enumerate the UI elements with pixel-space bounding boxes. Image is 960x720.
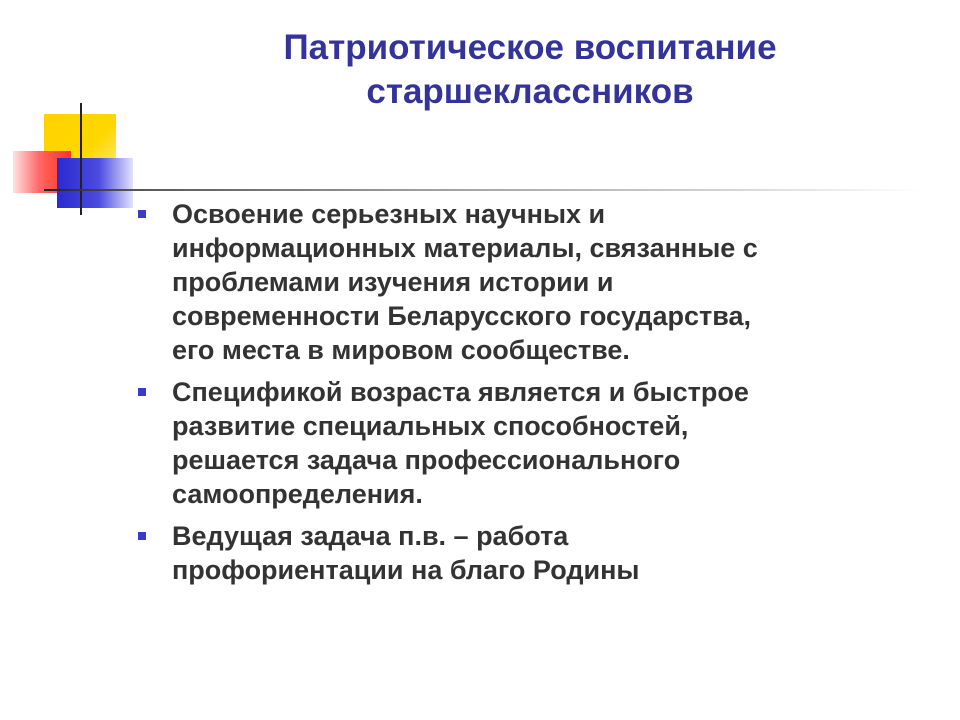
- title-line: Патриотическое воспитание: [283, 28, 777, 67]
- bullet-line: Освоение серьезных научных и: [172, 199, 606, 229]
- bullet-line: его места в мировом сообществе.: [172, 335, 630, 365]
- square-bullet-icon: [138, 210, 146, 218]
- bullet-list: [132, 197, 912, 595]
- bullet-line: Ведущая задача п.в. – работа: [172, 521, 569, 551]
- bullet-line: проблемами изучения истории и: [172, 267, 614, 297]
- bullet-line: Спецификой возраста является и быстрое: [172, 377, 749, 407]
- bullet-item: [132, 375, 912, 511]
- square-bullet-icon: [138, 532, 146, 540]
- bullet-line: решается задача профессионального: [172, 445, 681, 475]
- bullet-item: [132, 519, 912, 587]
- bullet-line: профориентации на благо Родины: [172, 555, 640, 585]
- bullet-item: [132, 197, 912, 367]
- bullet-text: [172, 375, 912, 511]
- title-line: старшеклассников: [366, 72, 694, 111]
- decorative-vertical-line: [80, 103, 82, 215]
- bullet-line: современности Беларусского государства,: [172, 301, 752, 331]
- decorative-blue-square: [57, 158, 133, 208]
- slide-title: [180, 26, 880, 114]
- bullet-line: информационных материалы, связанные с: [172, 233, 758, 263]
- bullet-text: [172, 197, 912, 367]
- square-bullet-icon: [138, 388, 146, 396]
- bullet-line: развитие специальных способностей,: [172, 411, 689, 441]
- bullet-text: [172, 519, 912, 587]
- title-divider-line: [44, 189, 924, 191]
- bullet-line: самоопределения.: [172, 479, 423, 509]
